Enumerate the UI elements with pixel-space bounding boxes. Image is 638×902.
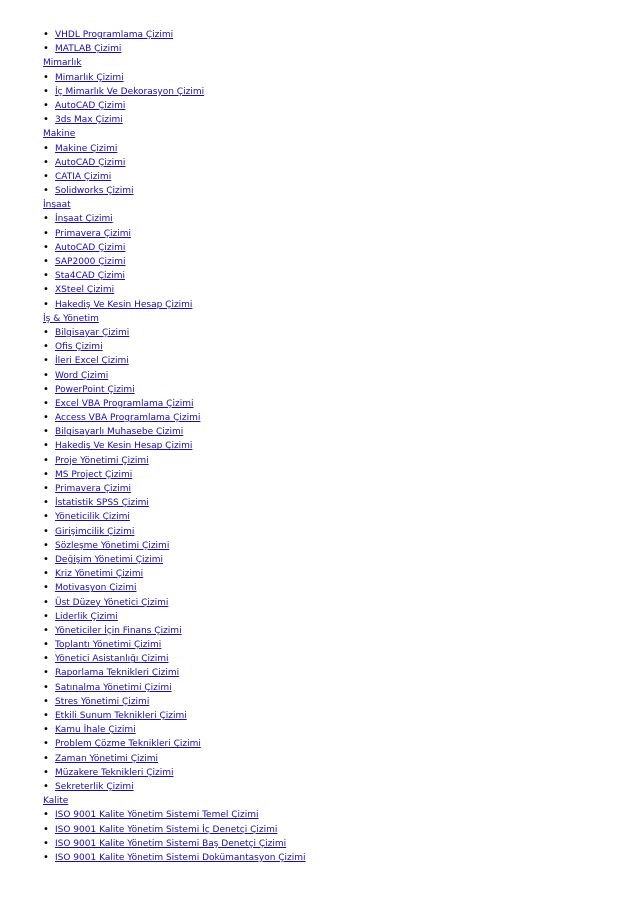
category-header xyxy=(43,127,603,141)
bullet-icon: • xyxy=(43,85,49,97)
list-item xyxy=(43,723,603,737)
list-item-link[interactable]: ISO 9001 Kalite Yönetim Sistemi Baş Denetçi Çizimi xyxy=(55,838,287,849)
bullet-icon: • xyxy=(43,639,49,651)
bullet-icon: • xyxy=(43,213,49,225)
list-item xyxy=(43,184,603,198)
list-item-link[interactable]: MS Project Çizimi xyxy=(55,469,133,480)
list-item xyxy=(43,496,603,510)
list-item-link[interactable]: Liderlik Çizimi xyxy=(55,611,118,622)
list-item xyxy=(43,808,603,822)
bullet-icon: • xyxy=(43,43,49,55)
list-item-link[interactable]: İleri Excel Çizimi xyxy=(55,356,129,367)
list-item xyxy=(43,113,603,127)
list-item-link[interactable]: Girişimcilik Çizimi xyxy=(55,526,135,537)
list-item xyxy=(43,737,603,751)
bullet-icon: • xyxy=(43,667,49,679)
list-item-link[interactable]: İstatistik SPSS Çizimi xyxy=(55,498,149,509)
list-item xyxy=(43,652,603,666)
list-item xyxy=(43,709,603,723)
bullet-icon: • xyxy=(43,156,49,168)
list-item xyxy=(43,340,603,354)
list-item-link[interactable]: Yöneticilik Çizimi xyxy=(55,512,130,523)
list-item-link[interactable]: Word Çizimi xyxy=(55,370,109,381)
list-item-link[interactable]: Toplantı Yönetimi Çizimi xyxy=(55,640,162,651)
list-item xyxy=(43,369,603,383)
list-item xyxy=(43,624,603,638)
bullet-icon: • xyxy=(43,823,49,835)
bullet-icon: • xyxy=(43,568,49,580)
list-item-link[interactable]: Bilgisayarlı Muhasebe Çizimi xyxy=(55,427,184,438)
list-item xyxy=(43,553,603,567)
bullet-icon: • xyxy=(43,539,49,551)
list-item xyxy=(43,283,603,297)
category-header xyxy=(43,56,603,70)
list-item xyxy=(43,695,603,709)
bullet-icon: • xyxy=(43,610,49,622)
bullet-icon: • xyxy=(43,326,49,338)
list-item xyxy=(43,539,603,553)
bullet-icon: • xyxy=(43,426,49,438)
list-item-link[interactable]: İç Mimarlık Ve Dekorasyon Çizimi xyxy=(55,86,205,97)
bullet-icon: • xyxy=(43,809,49,821)
bullet-icon: • xyxy=(43,681,49,693)
bullet-icon: • xyxy=(43,653,49,665)
bullet-icon: • xyxy=(43,284,49,296)
category-link[interactable]: Mimarlık xyxy=(43,58,82,69)
bullet-icon: • xyxy=(43,114,49,126)
category-link[interactable]: İnşaat xyxy=(43,200,71,211)
list-item xyxy=(43,298,603,312)
category-header xyxy=(43,198,603,212)
list-item-link[interactable]: Access VBA Programlama Çizimi xyxy=(55,413,201,424)
list-item-link[interactable]: Zaman Yönetimi Çizimi xyxy=(55,753,159,764)
list-item xyxy=(43,610,603,624)
list-item xyxy=(43,383,603,397)
list-item-link[interactable]: Sekreterlik Çizimi xyxy=(55,781,134,792)
list-item xyxy=(43,666,603,680)
bullet-icon: • xyxy=(43,241,49,253)
list-item xyxy=(43,439,603,453)
bullet-icon: • xyxy=(43,553,49,565)
list-item-link[interactable]: Primavera Çizimi xyxy=(55,228,131,239)
list-item xyxy=(43,269,603,283)
list-item-link[interactable]: Motivasyon Çizimi xyxy=(55,583,137,594)
list-item-link[interactable]: AutoCAD Çizimi xyxy=(55,242,126,253)
category-header xyxy=(43,312,603,326)
list-item xyxy=(43,397,603,411)
list-item-link[interactable]: Ofis Çizimi xyxy=(55,342,103,353)
list-item xyxy=(43,255,603,269)
list-item xyxy=(43,837,603,851)
bullet-icon: • xyxy=(43,624,49,636)
list-item xyxy=(43,468,603,482)
bullet-icon: • xyxy=(43,851,49,863)
list-item-link[interactable]: Satınalma Yönetimi Çizimi xyxy=(55,682,172,693)
bullet-icon: • xyxy=(43,454,49,466)
list-item-link[interactable]: Üst Düzey Yönetici Çizimi xyxy=(55,597,169,608)
list-item-link[interactable]: Bilgisayar Çizimi xyxy=(55,327,130,338)
bullet-icon: • xyxy=(43,170,49,182)
bullet-icon: • xyxy=(43,837,49,849)
list-item-link[interactable]: CATIA Çizimi xyxy=(55,171,112,182)
list-item xyxy=(43,42,603,56)
list-item xyxy=(43,99,603,113)
list-item-link[interactable]: SAP2000 Çizimi xyxy=(55,257,126,267)
bullet-icon: • xyxy=(43,270,49,282)
list-item-link[interactable]: Proje Yönetimi Çizimi xyxy=(55,455,149,466)
list-item xyxy=(43,411,603,425)
list-item-link[interactable]: Etkili Sunum Teknikleri Çizimi xyxy=(55,711,187,721)
list-item-link[interactable]: Müzakere Teknikleri Çizimi xyxy=(55,767,174,778)
list-item-link[interactable]: Kriz Yönetimi Çizimi xyxy=(55,569,144,580)
bullet-icon: • xyxy=(43,582,49,594)
bullet-icon: • xyxy=(43,440,49,452)
bullet-icon: • xyxy=(43,185,49,197)
bullet-icon: • xyxy=(43,355,49,367)
category-link[interactable]: İş & Yönetim xyxy=(43,313,99,324)
list-item-link[interactable]: ISO 9001 Kalite Yönetim Sistemi İç Denetçi Çizimi xyxy=(55,824,278,835)
list-item-link[interactable]: Sta4CAD Çizimi xyxy=(55,271,125,282)
list-item xyxy=(43,567,603,581)
list-item-link[interactable]: PowerPoint Çizimi xyxy=(55,384,135,395)
bullet-icon: • xyxy=(43,525,49,537)
list-item xyxy=(43,85,603,99)
bullet-icon: • xyxy=(43,412,49,424)
list-item-link[interactable]: Stres Yönetimi Çizimi xyxy=(55,696,150,707)
list-item xyxy=(43,596,603,610)
bullet-icon: • xyxy=(43,483,49,494)
list-item xyxy=(43,156,603,170)
list-item-link[interactable]: Primavera Çizimi xyxy=(55,484,131,494)
list-item-link[interactable]: Makine Çizimi xyxy=(55,143,118,154)
bullet-icon: • xyxy=(43,468,49,480)
list-item-link[interactable]: Mimarlık Çizimi xyxy=(55,72,124,83)
list-item xyxy=(43,71,603,85)
bullet-icon: • xyxy=(43,738,49,750)
list-item xyxy=(43,454,603,468)
bullet-icon: • xyxy=(43,397,49,409)
list-item-link[interactable]: Excel VBA Programlama Çizimi xyxy=(55,398,194,409)
list-item-link[interactable]: Yönetici Asistanlığı Çizimi xyxy=(55,654,169,665)
list-item xyxy=(43,241,603,255)
list-item-link[interactable]: Kamu İhale Çizimi xyxy=(55,725,136,736)
bullet-icon: • xyxy=(43,298,49,310)
list-item-link[interactable]: Solidworks Çizimi xyxy=(55,186,134,197)
list-item-link[interactable]: Değişim Yönetimi Çizimi xyxy=(55,554,163,565)
list-item xyxy=(43,638,603,652)
bullet-icon: • xyxy=(43,71,49,83)
bullet-icon: • xyxy=(43,256,49,267)
list-item xyxy=(43,227,603,241)
list-item-link[interactable]: ISO 9001 Kalite Yönetim Sistemi Temel Çizimi xyxy=(55,810,259,821)
bullet-icon: • xyxy=(43,695,49,707)
list-item xyxy=(43,510,603,524)
list-item xyxy=(43,326,603,340)
list-item xyxy=(43,780,603,794)
bullet-icon: • xyxy=(43,497,49,509)
bullet-icon: • xyxy=(43,710,49,721)
bullet-icon: • xyxy=(43,341,49,353)
bullet-icon: • xyxy=(43,724,49,736)
bullet-icon: • xyxy=(43,29,49,40)
list-item xyxy=(43,212,603,226)
list-item-link[interactable]: Raporlama Teknikleri Çizimi xyxy=(55,668,180,679)
link-list xyxy=(43,28,603,865)
list-item xyxy=(43,581,603,595)
list-item-link[interactable]: Hakediş Ve Kesin Hesap Çizimi xyxy=(55,299,193,310)
bullet-icon: • xyxy=(43,383,49,395)
list-item xyxy=(43,425,603,439)
bullet-icon: • xyxy=(43,227,49,239)
list-item xyxy=(43,170,603,184)
list-item-link[interactable]: 3ds Max Çizimi xyxy=(55,115,123,126)
category-link[interactable]: Kalite xyxy=(43,796,69,807)
category-link[interactable]: Makine xyxy=(43,129,76,140)
list-item-link[interactable]: ISO 9001 Kalite Yönetim Sistemi Dokümantasyon Çizimi xyxy=(55,852,306,863)
list-item xyxy=(43,823,603,837)
list-item xyxy=(43,681,603,695)
list-item-link[interactable]: Hakediş Ve Kesin Hesap Çizimi xyxy=(55,441,193,452)
list-item-link[interactable]: AutoCAD Çizimi xyxy=(55,100,126,111)
list-item xyxy=(43,28,603,42)
list-item-link[interactable]: AutoCAD Çizimi xyxy=(55,157,126,168)
bullet-icon: • xyxy=(43,142,49,154)
list-item xyxy=(43,766,603,780)
list-item-link[interactable]: Problem Çözme Teknikleri Çizimi xyxy=(55,739,201,750)
bullet-icon: • xyxy=(43,99,49,111)
list-item xyxy=(43,752,603,766)
bullet-icon: • xyxy=(43,596,49,608)
list-item-link[interactable]: İnşaat Çizimi xyxy=(55,214,113,225)
bullet-icon: • xyxy=(43,752,49,764)
list-item xyxy=(43,482,603,496)
list-item xyxy=(43,525,603,539)
list-item xyxy=(43,354,603,368)
list-item-link[interactable]: Yöneticiler İçin Finans Çizimi xyxy=(55,625,182,636)
list-item xyxy=(43,851,603,865)
bullet-icon: • xyxy=(43,766,49,778)
category-header xyxy=(43,794,603,808)
list-item xyxy=(43,142,603,156)
bullet-icon: • xyxy=(43,511,49,523)
list-item-link[interactable]: Sözleşme Yönetimi Çizimi xyxy=(55,540,170,551)
list-item-link[interactable]: XSteel Çizimi xyxy=(55,285,115,296)
bullet-icon: • xyxy=(43,369,49,381)
list-item-link[interactable]: VHDL Programlama Çizimi xyxy=(55,30,174,40)
bullet-icon: • xyxy=(43,780,49,792)
list-item-link[interactable]: MATLAB Çizimi xyxy=(55,44,122,55)
